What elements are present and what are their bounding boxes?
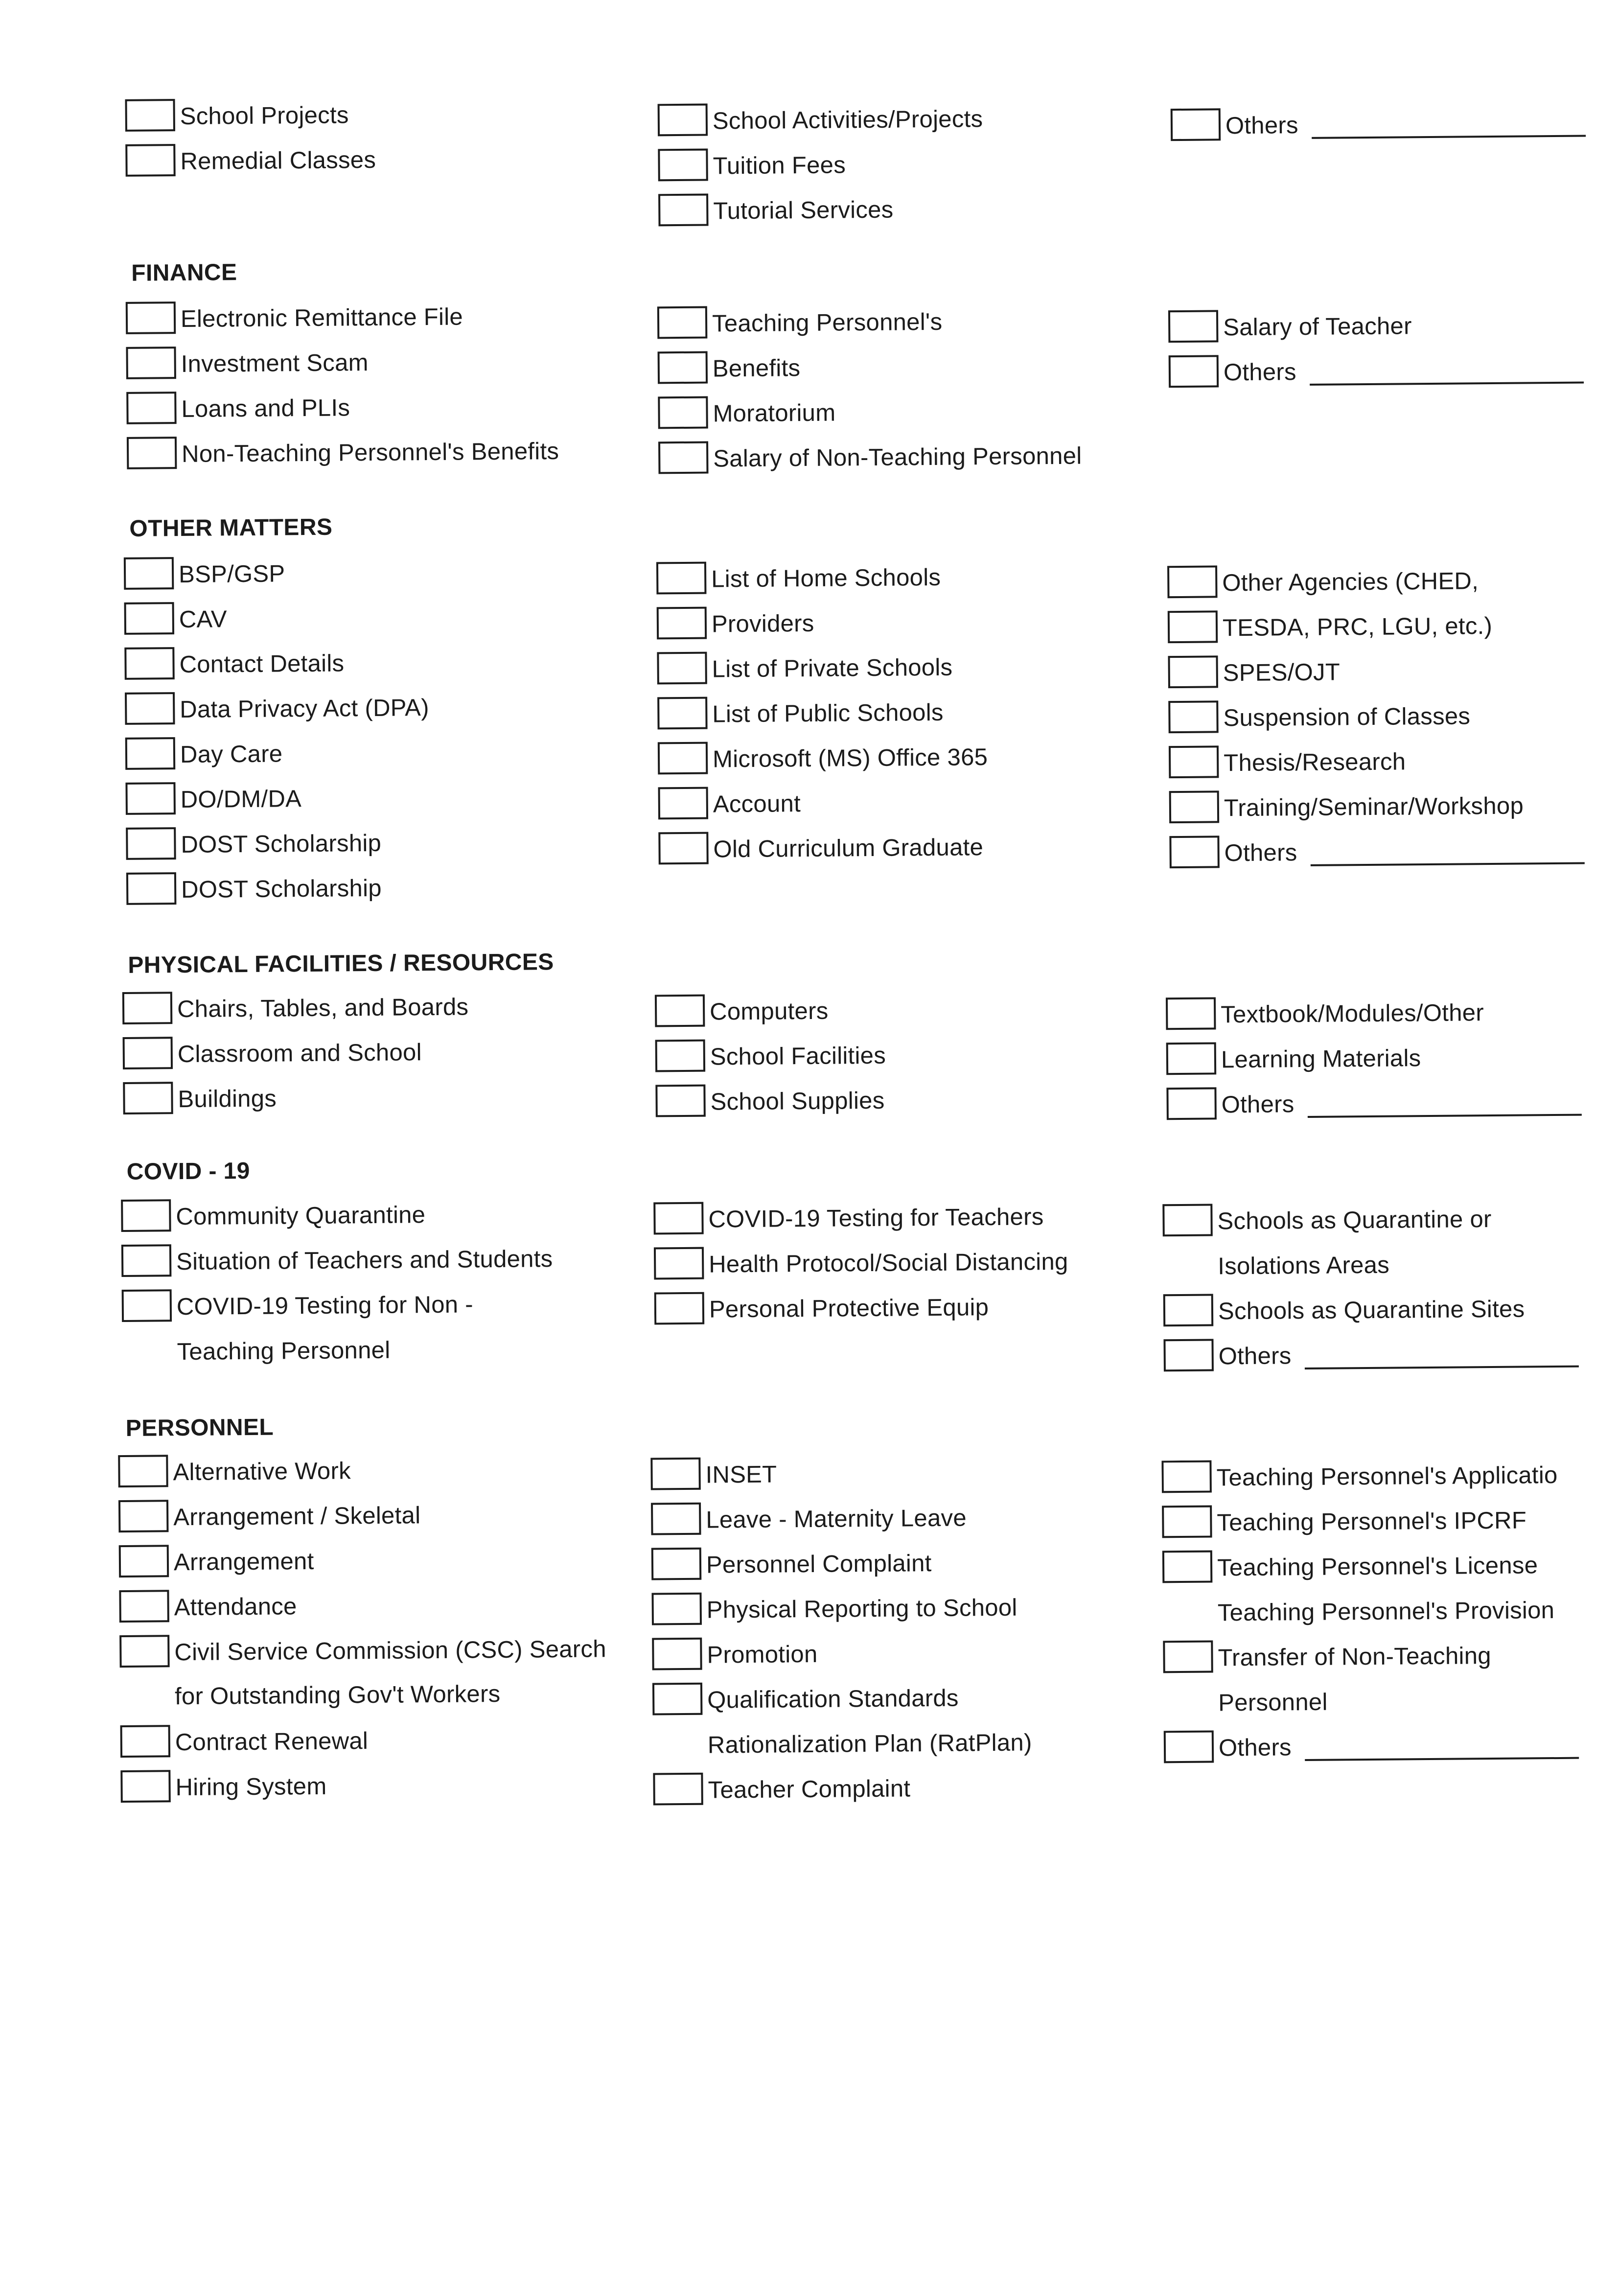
option-label: Civil Service Commission (CSC) Search xyxy=(174,1636,606,1666)
option-label: Tutorial Services xyxy=(713,196,894,225)
others-write-in-line[interactable] xyxy=(1312,135,1586,139)
checkbox[interactable] xyxy=(1166,1087,1217,1120)
checkbox[interactable] xyxy=(655,1040,706,1072)
option-label: School Facilities xyxy=(710,1042,886,1070)
option-learning-materials xyxy=(1166,1043,1421,1078)
option-label: Teacher Complaint xyxy=(708,1775,911,1804)
option-chairs-tables-boards xyxy=(122,992,469,1027)
option-label: Account xyxy=(713,790,801,818)
checkbox[interactable] xyxy=(118,1500,169,1532)
checkbox[interactable] xyxy=(654,1247,704,1280)
checkbox[interactable] xyxy=(1166,1042,1217,1075)
option-label: Others xyxy=(1224,839,1297,867)
other-matters-col3 xyxy=(1167,562,1618,867)
checkbox[interactable] xyxy=(1163,1641,1213,1673)
option-arrangement-skeletal xyxy=(118,1500,421,1535)
checkbox[interactable] xyxy=(658,396,708,429)
option-label: Contract Renewal xyxy=(175,1728,369,1756)
option-tutorial-services xyxy=(658,194,894,229)
option-label-continuation: Rationalization Plan (RatPlan) xyxy=(707,1729,1032,1759)
option-label: Others xyxy=(1218,1734,1292,1762)
option-label: Other Agencies (CHED, xyxy=(1222,568,1479,597)
checkbox[interactable] xyxy=(1163,1294,1214,1327)
top-col2 xyxy=(658,100,1128,225)
checkbox[interactable] xyxy=(1168,655,1218,688)
option-label: Situation of Teachers and Students xyxy=(176,1246,553,1276)
option-label: DOST Scholarship xyxy=(181,875,382,904)
option-contact-details xyxy=(124,648,345,683)
option-label: Others xyxy=(1218,1343,1292,1370)
checkbox[interactable] xyxy=(119,1635,170,1668)
option-covid-testing-teachers xyxy=(653,1202,1044,1237)
checkbox[interactable] xyxy=(658,787,709,820)
option-label: Health Protocol/Social Distancing xyxy=(709,1248,1068,1278)
option-label: Salary of Teacher xyxy=(1223,313,1412,341)
option-label: Electronic Remittance File xyxy=(180,303,463,333)
option-label: Computers xyxy=(709,997,829,1025)
option-label: Loans and PLIs xyxy=(181,394,350,423)
section-heading-personnel: PERSONNEL xyxy=(125,1414,274,1441)
option-others xyxy=(1169,833,1610,871)
checkbox[interactable] xyxy=(652,1683,703,1716)
option-label-continuation: Personnel xyxy=(1218,1689,1328,1716)
option-label: List of Public Schools xyxy=(712,699,944,728)
option-school-supplies xyxy=(655,1085,885,1120)
option-others xyxy=(1164,1727,1605,1766)
option-situation-teachers-students xyxy=(121,1245,553,1280)
option-label: Day Care xyxy=(180,741,283,768)
option-label: Thesis/Research xyxy=(1223,748,1406,777)
option-label: Classroom and School xyxy=(177,1039,422,1068)
checkbox[interactable] xyxy=(1162,1506,1212,1538)
option-label: Teaching Personnel's Applicatio xyxy=(1216,1461,1558,1491)
option-label: Others xyxy=(1221,1091,1294,1118)
checkbox[interactable] xyxy=(126,872,177,905)
checkbox[interactable] xyxy=(1164,1731,1214,1763)
option-label: DOST Scholarship xyxy=(181,830,382,858)
option-label: Leave - Maternity Leave xyxy=(706,1505,967,1533)
finance-col3 xyxy=(1168,307,1618,386)
option-teaching-personnels xyxy=(657,306,943,342)
option-label: Promotion xyxy=(707,1641,818,1669)
option-label: Teaching Personnel's IPCRF xyxy=(1217,1507,1527,1536)
option-list-home-schools xyxy=(656,562,941,597)
option-physical-reporting xyxy=(651,1593,1017,1628)
option-label: Community Quarantine xyxy=(176,1202,426,1230)
finance-col1 xyxy=(126,298,596,468)
option-others xyxy=(1169,352,1610,391)
checkbox[interactable] xyxy=(1169,790,1220,823)
checkbox[interactable] xyxy=(122,1289,172,1322)
option-qualification-standards xyxy=(652,1683,959,1718)
option-label: Benefits xyxy=(712,355,801,382)
option-label: Providers xyxy=(711,610,814,638)
option-label: Tuition Fees xyxy=(713,152,846,180)
checkbox[interactable] xyxy=(657,306,708,339)
checkbox[interactable] xyxy=(1161,1461,1212,1493)
section-heading-other-matters: OTHER MATTERS xyxy=(129,514,333,542)
checkbox[interactable] xyxy=(125,737,176,770)
option-label-continuation: Teaching Personnel xyxy=(177,1337,391,1366)
option-label: Investment Scam xyxy=(181,349,369,378)
checkbox[interactable] xyxy=(658,742,708,775)
checkbox[interactable] xyxy=(126,392,177,424)
option-contract-renewal xyxy=(120,1725,369,1761)
option-label-continuation: for Outstanding Gov't Workers xyxy=(174,1680,501,1710)
checkbox[interactable] xyxy=(118,1455,168,1487)
option-label: Microsoft (MS) Office 365 xyxy=(712,744,988,773)
section-heading-covid: COVID - 19 xyxy=(126,1158,250,1185)
option-label: Physical Reporting to School xyxy=(706,1594,1017,1623)
checkbox[interactable] xyxy=(124,602,175,635)
checkbox[interactable] xyxy=(1167,565,1218,598)
others-write-in-line[interactable] xyxy=(1305,1366,1579,1369)
checkbox[interactable] xyxy=(658,441,709,474)
checkbox[interactable] xyxy=(653,1773,703,1806)
others-write-in-line[interactable] xyxy=(1311,862,1585,866)
option-label-continuation: Isolations Areas xyxy=(1218,1252,1390,1280)
option-label: Transfer of Non-Teaching xyxy=(1218,1643,1492,1671)
option-label: Personal Protective Equip xyxy=(709,1294,989,1323)
option-others xyxy=(1166,1084,1607,1123)
checkbox[interactable] xyxy=(651,1548,702,1580)
option-dost-scholarship-2 xyxy=(126,873,382,908)
checkbox[interactable] xyxy=(653,1202,704,1235)
option-label: Suspension of Classes xyxy=(1223,703,1471,732)
option-inset xyxy=(650,1458,777,1493)
checkbox[interactable] xyxy=(1169,835,1220,868)
facilities-col3 xyxy=(1166,994,1618,1118)
checkbox[interactable] xyxy=(1162,1204,1213,1237)
other-matters-col1 xyxy=(124,554,594,904)
section-heading-facilities: PHYSICAL FACILITIES / RESOURCES xyxy=(128,949,554,978)
checkbox[interactable] xyxy=(650,1458,701,1490)
option-label: Textbook/Modules/Other xyxy=(1221,999,1484,1028)
option-label: Alternative Work xyxy=(173,1458,351,1486)
facilities-col2 xyxy=(655,991,1125,1115)
checkbox[interactable] xyxy=(125,144,176,177)
checkbox[interactable] xyxy=(658,351,708,384)
option-label: COVID-19 Testing for Teachers xyxy=(708,1204,1044,1233)
option-label: Learning Materials xyxy=(1221,1045,1421,1073)
top-col1 xyxy=(125,95,595,175)
checkbox[interactable] xyxy=(651,1593,702,1625)
option-label: Chairs, Tables, and Boards xyxy=(177,994,469,1023)
checkbox[interactable] xyxy=(124,647,175,680)
option-loans-plis xyxy=(126,392,350,427)
option-csc-search xyxy=(119,1635,606,1670)
checkbox[interactable] xyxy=(658,194,709,227)
option-label: Attendance xyxy=(174,1593,297,1621)
checkbox[interactable] xyxy=(119,1590,169,1623)
option-label: School Activities/Projects xyxy=(712,106,983,135)
others-write-in-line[interactable] xyxy=(1308,1114,1582,1118)
checkbox[interactable] xyxy=(1163,1339,1214,1371)
checkbox[interactable] xyxy=(657,607,707,640)
option-do-dm-da xyxy=(125,783,302,818)
others-write-in-line[interactable] xyxy=(1305,1757,1579,1761)
checkbox[interactable] xyxy=(119,1545,169,1577)
checkbox[interactable] xyxy=(658,149,708,182)
option-label: Data Privacy Act (DPA) xyxy=(180,695,429,723)
option-label: Teaching Personnel's xyxy=(712,308,943,337)
others-write-in-line[interactable] xyxy=(1310,381,1584,385)
option-label: INSET xyxy=(705,1461,777,1488)
option-label: Hiring System xyxy=(175,1773,327,1801)
option-label: Arrangement / Skeletal xyxy=(173,1502,421,1531)
option-others xyxy=(1171,105,1612,144)
option-label-continuation: Teaching Personnel's Provision xyxy=(1217,1597,1555,1626)
checkbox[interactable] xyxy=(123,1082,173,1114)
checkbox[interactable] xyxy=(657,652,707,685)
option-label: School Projects xyxy=(180,102,349,130)
checkbox[interactable] xyxy=(123,1037,173,1069)
option-school-facilities xyxy=(655,1040,886,1075)
option-label: Schools as Quarantine or xyxy=(1217,1206,1492,1235)
option-personnel-complaint xyxy=(651,1548,932,1583)
checkbox[interactable] xyxy=(651,1503,701,1535)
option-label: Schools as Quarantine Sites xyxy=(1218,1296,1525,1325)
facilities-col1 xyxy=(122,988,592,1113)
option-label: TESDA, PRC, LGU, etc.) xyxy=(1222,612,1493,642)
checkbox[interactable] xyxy=(126,301,176,334)
option-label: Qualification Standards xyxy=(707,1685,959,1714)
option-label: Teaching Personnel's License xyxy=(1217,1552,1538,1581)
checkbox[interactable] xyxy=(126,347,176,379)
checkbox[interactable] xyxy=(121,1199,171,1232)
checkbox[interactable] xyxy=(126,827,176,860)
finance-col2 xyxy=(657,303,1127,472)
option-label: Others xyxy=(1225,112,1299,139)
option-label: Salary of Non-Teaching Personnel xyxy=(713,442,1082,472)
option-label: SPES/OJT xyxy=(1223,659,1341,687)
option-account xyxy=(658,787,801,822)
option-list-public-schools xyxy=(657,697,944,732)
checkbox[interactable] xyxy=(655,995,705,1027)
option-label: DO/DM/DA xyxy=(180,786,302,813)
checkbox[interactable] xyxy=(656,562,707,595)
checkbox[interactable] xyxy=(1162,1551,1213,1583)
checkbox[interactable] xyxy=(1169,745,1219,778)
option-suspension-classes xyxy=(1168,701,1471,736)
option-label: List of Home Schools xyxy=(711,564,941,593)
checkbox[interactable] xyxy=(652,1638,702,1670)
option-label: Personnel Complaint xyxy=(706,1550,932,1578)
checkbox[interactable] xyxy=(125,782,176,815)
checkbox[interactable] xyxy=(1168,610,1218,643)
checkbox[interactable] xyxy=(122,992,173,1024)
checkbox[interactable] xyxy=(657,697,708,730)
option-day-care xyxy=(125,738,283,773)
option-label: Arrangement xyxy=(173,1548,314,1576)
option-teaching-application xyxy=(1161,1458,1583,1496)
option-remedial-classes xyxy=(125,144,376,180)
checkbox[interactable] xyxy=(120,1725,171,1758)
option-training-seminar xyxy=(1169,791,1524,826)
checkbox[interactable] xyxy=(658,832,709,865)
option-others xyxy=(1163,1336,1604,1374)
checkbox[interactable] xyxy=(654,1292,705,1325)
checkbox[interactable] xyxy=(1171,108,1221,141)
option-label: BSP/GSP xyxy=(178,560,285,588)
option-cav xyxy=(124,603,228,638)
option-label: Moratorium xyxy=(713,399,836,427)
checkbox[interactable] xyxy=(1169,355,1219,388)
personnel-col3 xyxy=(1161,1457,1618,1762)
personnel-col1 xyxy=(118,1452,606,1801)
option-label: School Supplies xyxy=(710,1087,885,1115)
section-heading-finance: FINANCE xyxy=(131,259,237,286)
option-label: Buildings xyxy=(178,1085,277,1113)
checkbox[interactable] xyxy=(1168,700,1219,733)
covid-col2 xyxy=(653,1199,1123,1323)
option-hiring-system xyxy=(120,1770,327,1806)
option-label: Non-Teaching Personnel's Benefits xyxy=(181,438,559,468)
personnel-col2 xyxy=(650,1454,1120,1804)
checkbox[interactable] xyxy=(124,557,174,590)
covid-col1 xyxy=(121,1196,591,1366)
option-label: Contact Details xyxy=(179,650,345,678)
checkbox[interactable] xyxy=(1168,310,1219,343)
checkbox[interactable] xyxy=(125,99,175,132)
checkbox[interactable] xyxy=(121,1244,172,1277)
option-label: Old Curriculum Graduate xyxy=(713,834,984,863)
covid-col3 xyxy=(1162,1201,1618,1370)
checkbox[interactable] xyxy=(655,1085,706,1117)
option-schools-quarantine-sites xyxy=(1163,1294,1525,1329)
option-label: Others xyxy=(1223,359,1297,386)
option-label: Remedial Classes xyxy=(180,146,376,175)
option-label: Training/Seminar/Workshop xyxy=(1224,792,1524,822)
checkbox[interactable] xyxy=(120,1770,171,1803)
option-other-agencies xyxy=(1167,566,1479,601)
option-teaching-license xyxy=(1162,1551,1538,1586)
checkbox[interactable] xyxy=(1166,997,1216,1030)
checkbox[interactable] xyxy=(125,692,175,725)
checkbox[interactable] xyxy=(658,104,708,137)
top-col3 xyxy=(1171,105,1618,139)
option-label: COVID-19 Testing for Non - xyxy=(176,1291,474,1321)
checkbox[interactable] xyxy=(127,437,177,469)
option-salary-teacher xyxy=(1168,310,1412,346)
option-schools-quarantine-isolation xyxy=(1162,1204,1492,1239)
option-old-curriculum-graduate xyxy=(658,832,984,867)
option-label: List of Private Schools xyxy=(712,654,953,683)
option-label: CAV xyxy=(179,606,228,633)
other-matters-col2 xyxy=(656,558,1126,863)
option-ppe xyxy=(654,1290,995,1327)
option-salary-non-teaching xyxy=(658,441,1082,477)
